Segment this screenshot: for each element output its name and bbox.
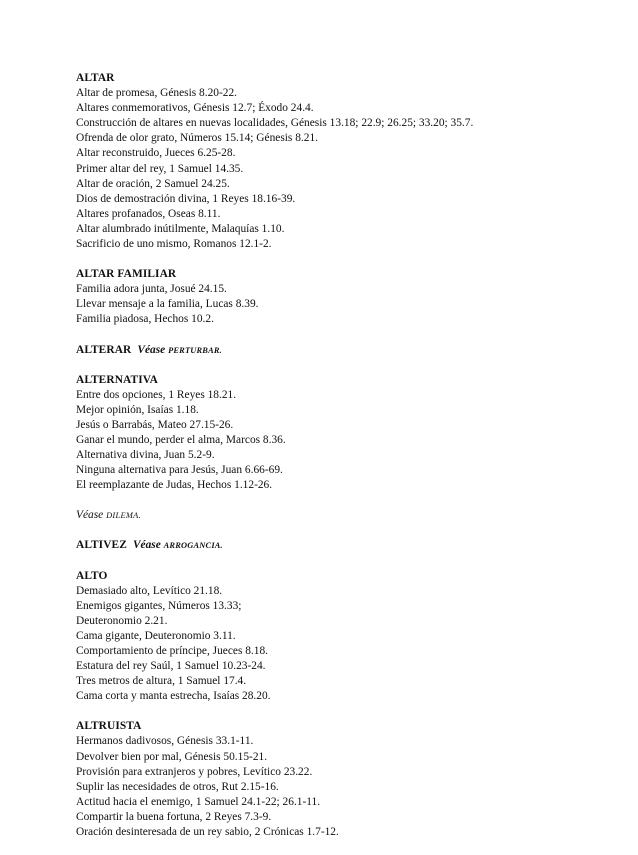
see-label: Véase [132, 539, 161, 552]
entry-alto [76, 569, 616, 705]
reference-line: Llevar mensaje a la familia, Lucas 8.39. [76, 298, 259, 311]
reference-line: Hermanos dadivosos, Génesis 33.1-11. [76, 735, 254, 748]
reference-line: Altar de oración, 2 Samuel 24.25. [76, 177, 230, 190]
document-page [76, 71, 616, 855]
reference-line: Jesús o Barrabás, Mateo 27.15-26. [76, 418, 234, 431]
see-reference-link[interactable]: ARROGANCIA. [163, 541, 223, 551]
entry-altruista [76, 719, 616, 840]
see-reference-link[interactable]: PERTURBAR. [168, 345, 222, 355]
reference-line: Familia adora junta, Josué 24.15. [76, 283, 227, 296]
cross-reference-line [76, 538, 616, 553]
reference-line: Estatura del rey Saúl, 1 Samuel 10.23-24. [76, 660, 266, 673]
reference-line: Alternativa divina, Juan 5.2-9. [76, 449, 215, 462]
reference-line: Cama corta y manta estrecha, Isaías 28.20. [76, 690, 271, 703]
reference-line: Provisión para extranjeros y pobres, Levítico 23.22. [76, 765, 313, 778]
entry-heading: ALTERAR [76, 343, 132, 356]
entry-alternativa [76, 373, 616, 494]
reference-line: Cama gigante, Deuteronomio 3.11. [76, 629, 236, 642]
reference-line: Altar alumbrado inútilmente, Malaquías 1.10. [76, 222, 285, 235]
reference-line: Altar reconstruido, Jueces 6.25-28. [76, 147, 236, 160]
see-label: Véase [137, 343, 166, 356]
reference-line: Construcción de altares en nuevas localidades, Génesis 13.18; 22.9; 26.25; 33.20; 35.7. [76, 117, 474, 130]
entry-altar-familiar [76, 267, 616, 327]
entry-heading: ALTAR [76, 72, 115, 84]
reference-line: Altar de promesa, Génesis 8.20-22. [76, 87, 238, 100]
reference-line: Actitud hacia el enemigo, 1 Samuel 24.1-22; 26.1-11. [76, 795, 321, 808]
entry-altar [76, 71, 616, 252]
entry-heading: ALTRUISTA [76, 720, 142, 733]
reference-line: Ninguna alternativa para Jesús, Juan 6.66-69. [76, 464, 283, 477]
reference-line: Compartir la buena fortuna, 2 Reyes 7.3-9. [76, 810, 272, 823]
reference-line: El reemplazante de Judas, Hechos 1.12-26. [76, 479, 273, 492]
reference-line: Primer altar del rey, 1 Samuel 14.35. [76, 162, 244, 175]
entry-heading: ALTIVEZ [76, 539, 127, 552]
reference-line: Dios de demostración divina, 1 Reyes 18.16-39. [76, 192, 296, 205]
reference-line: Deuteronomio 2.21. [76, 614, 168, 627]
reference-line: Sacrificio de uno mismo, Romanos 12.1-2. [76, 238, 272, 251]
cross-reference-line [76, 508, 616, 523]
reference-line: Altares conmemorativos, Génesis 12.7; Éxodo 24.4. [76, 102, 314, 115]
reference-line: Oración desinteresada de un rey sabio, 2 Crónicas 1.7-12. [76, 826, 339, 839]
reference-line: Altares profanados, Oseas 8.11. [76, 207, 221, 220]
reference-line: Mejor opinión, Isaías 1.18. [76, 403, 199, 416]
entry-heading: ALTAR FAMILIAR [76, 268, 177, 281]
reference-line: Demasiado alto, Levítico 21.18. [76, 584, 223, 597]
reference-line: Enemigos gigantes, Números 13.33; [76, 599, 242, 612]
cross-reference-line [76, 343, 616, 358]
reference-line: Familia piadosa, Hechos 10.2. [76, 313, 214, 326]
reference-line: Entre dos opciones, 1 Reyes 18.21. [76, 388, 237, 401]
reference-line: Ofrenda de olor grato, Números 15.14; Génesis 8.21. [76, 132, 318, 145]
entry-altivez [76, 538, 616, 553]
reference-line: Suplir las necesidades de otros, Rut 2.15-16. [76, 780, 279, 793]
entry-see-also [76, 508, 616, 523]
reference-line: Tres metros de altura, 1 Samuel 17.4. [76, 675, 247, 688]
see-label: Véase [76, 509, 104, 522]
entry-alterar [76, 343, 616, 358]
entry-heading: ALTERNATIVA [76, 373, 158, 386]
reference-line: Comportamiento de príncipe, Jueces 8.18. [76, 645, 269, 657]
reference-line: Ganar el mundo, perder el alma, Marcos 8.36. [76, 433, 286, 446]
reference-line: Devolver bien por mal, Génesis 50.15-21. [76, 750, 268, 763]
entry-heading: ALTO [76, 569, 108, 582]
see-reference-link[interactable]: DILEMA. [106, 511, 141, 521]
